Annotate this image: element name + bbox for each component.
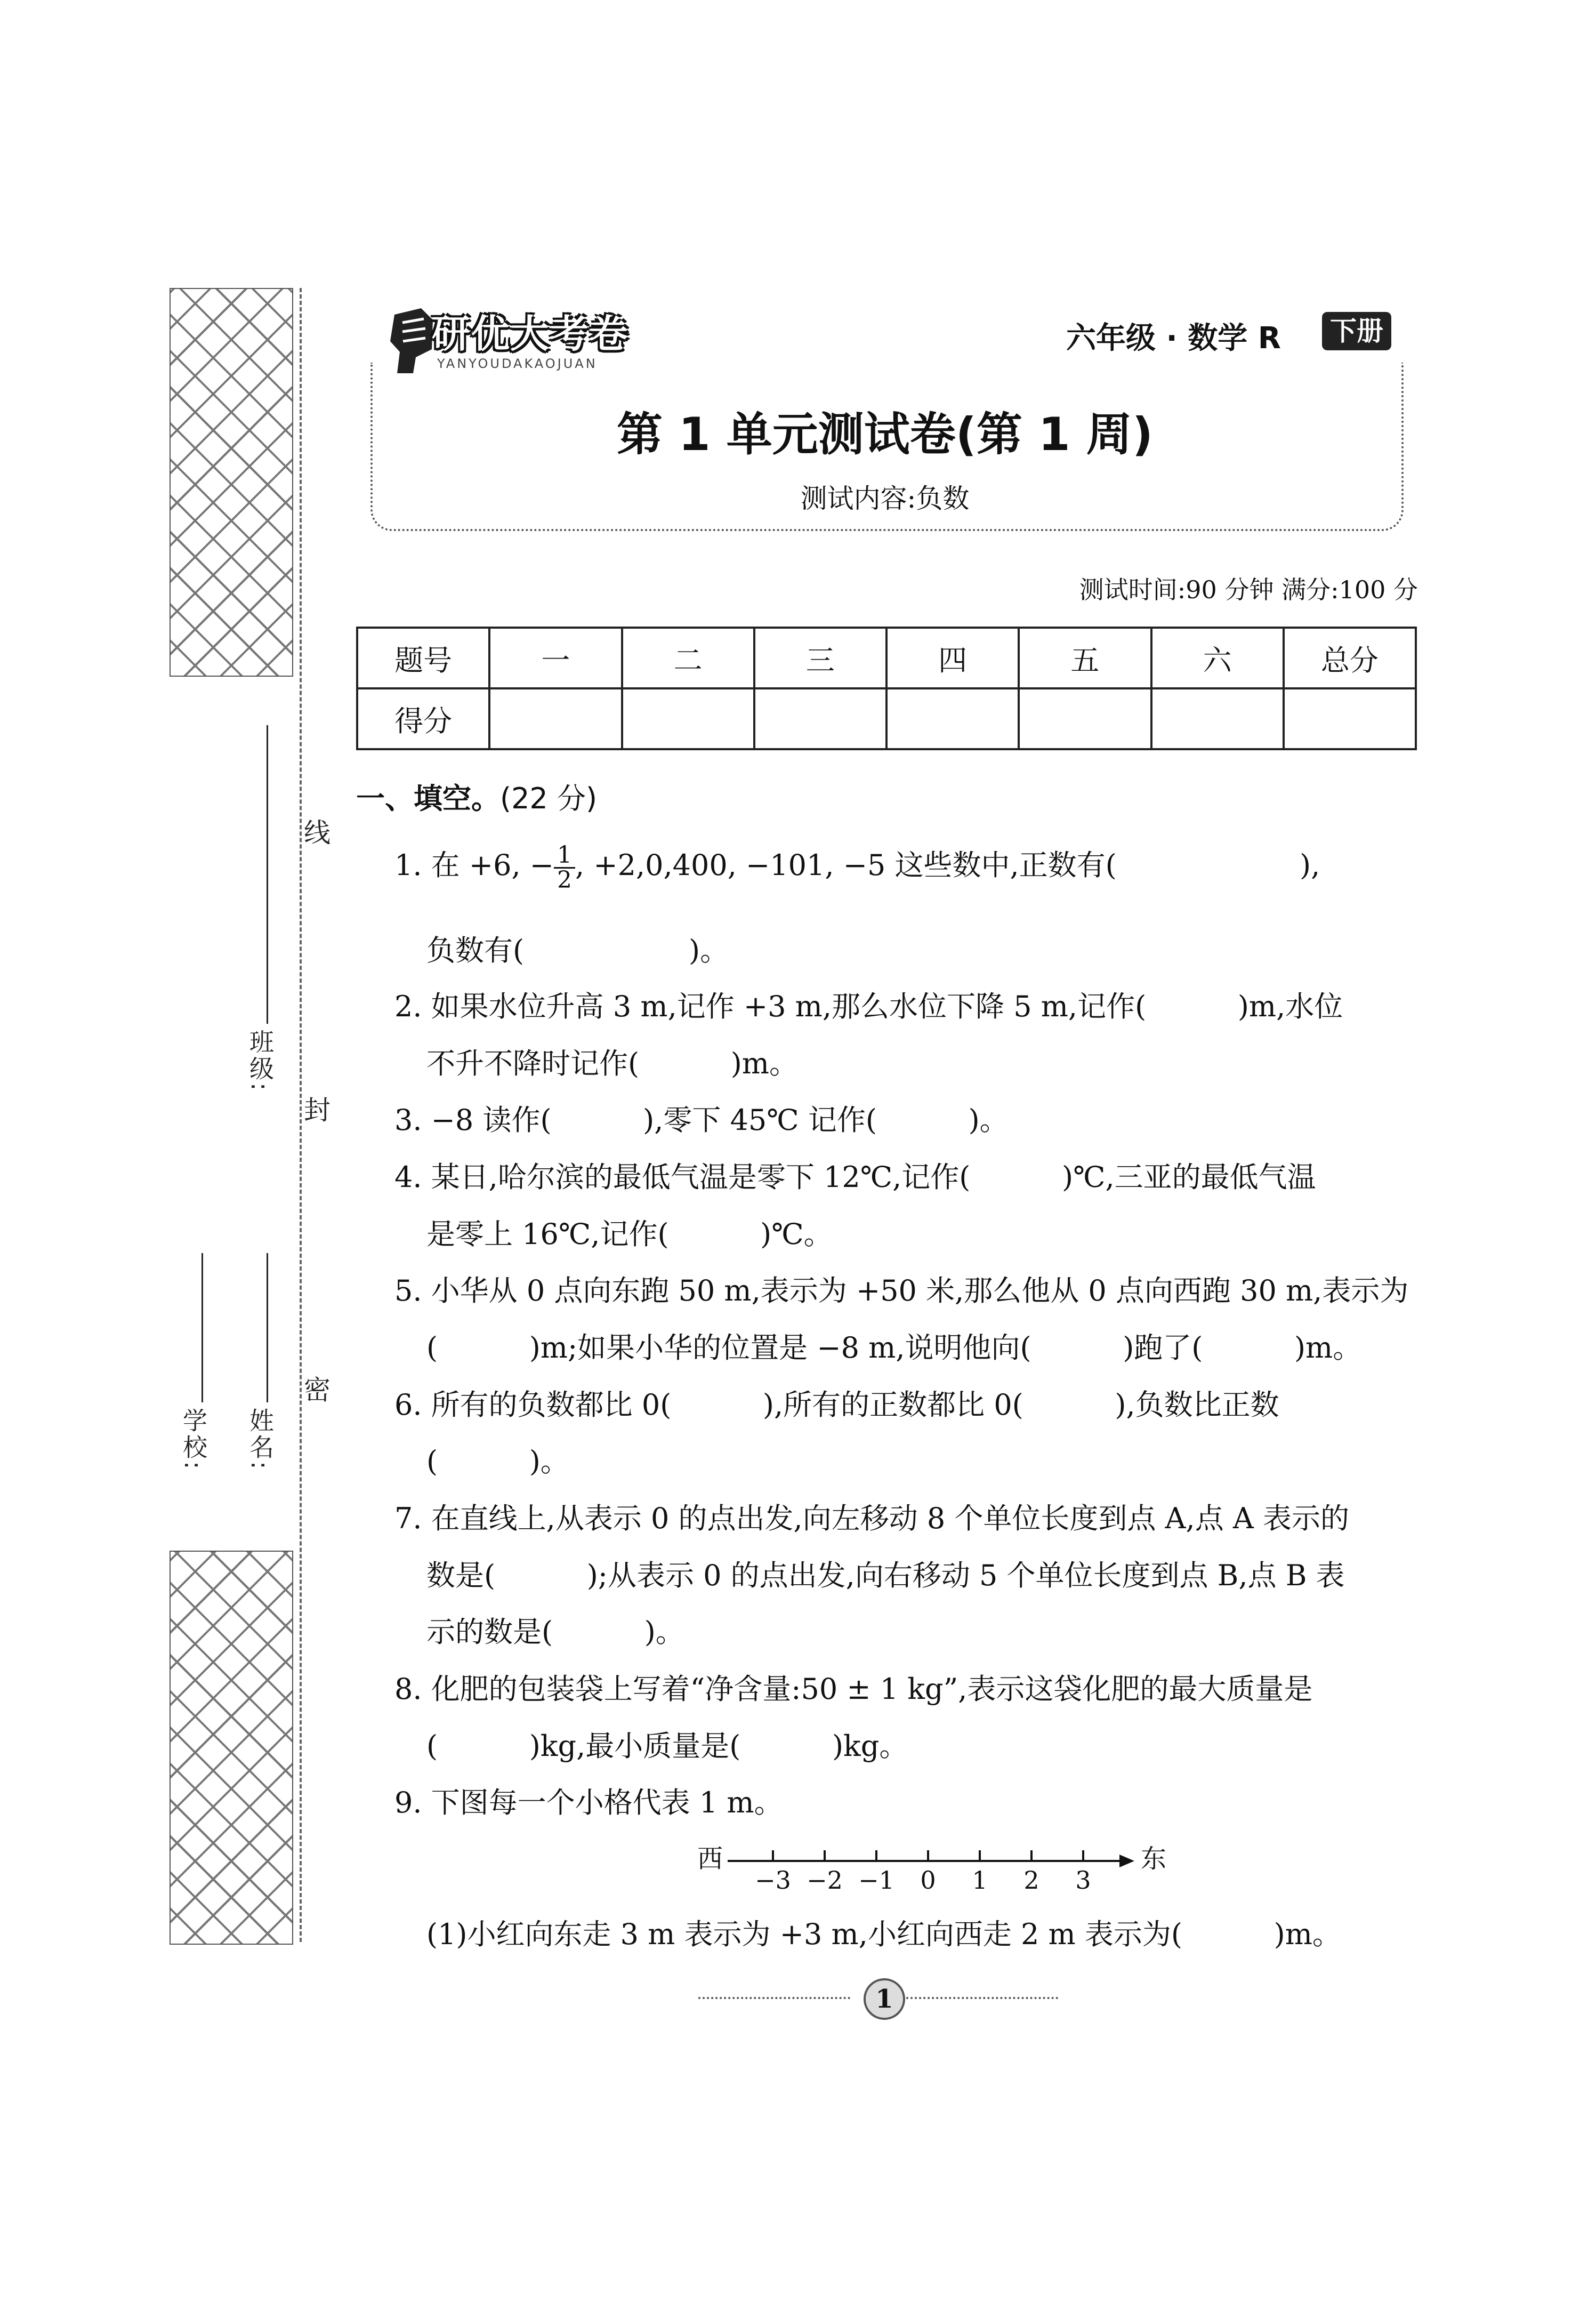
number-line-diagram [693,1834,1173,1904]
arrow-right-icon [1119,1855,1134,1867]
logo-text: 研优大考卷 [432,311,630,356]
score-table-header-row [357,628,1416,688]
score-cell[interactable] [754,688,886,749]
score-cell[interactable] [622,688,754,749]
footer-dots-left [698,1997,850,1999]
score-cell[interactable] [1284,688,1416,749]
east-label: 东 [1141,1844,1167,1874]
question-8-line-1: 8. 化肥的包装袋上写着“净含量:50 ± 1 kg”,表示这袋化肥的最大质量是 [394,1672,1313,1706]
section-heading [356,776,597,817]
tick-label: 2 [1023,1866,1039,1895]
tick-label: 3 [1075,1866,1091,1895]
question-2-line-2: 不升不降时记作( )m。 [426,1047,798,1080]
seal-feng: 封 [300,1096,331,1122]
score-cell[interactable] [1019,688,1151,749]
score-cell[interactable] [1151,688,1284,749]
section-points: (22 分) [500,782,598,815]
q1-text-a: 1. 在 +6, − [394,848,554,882]
question-1-line-1 [394,842,1320,892]
tick-label: −1 [858,1866,894,1895]
class-label: 班级: [246,1029,275,1093]
tick-label: 1 [972,1866,988,1895]
question-4-line-2: 是零上 16℃,记作( )℃。 [426,1217,833,1251]
page-title: 第 1 单元测试卷(第 1 周) [616,408,1154,461]
fraction-denominator: 2 [557,866,573,894]
score-table [356,627,1417,750]
name-label: 姓名: [246,1408,275,1472]
question-4-line-1: 4. 某日,哈尔滨的最低气温是零下 12℃,记作( )℃,三亚的最低气温 [394,1160,1316,1194]
table-header-cell: 二 [622,628,754,688]
question-3: 3. −8 读作( ),零下 45℃ 记作( )。 [394,1103,1009,1137]
question-1-line-2: 负数有( )。 [426,934,729,967]
logo-pinyin: YANYOUDAKAOJUAN [437,356,598,371]
question-6-line-1: 6. 所有的负数都比 0( ),所有的正数都比 0( ),负数比正数 [394,1388,1279,1422]
class-input-line[interactable] [267,725,268,1024]
west-label: 西 [697,1844,723,1874]
score-cell[interactable] [886,688,1019,749]
tick-label: −2 [807,1866,843,1895]
table-header-cell: 总分 [1284,628,1416,688]
grade-subject-label: 六年级 · 数学 R [1066,321,1281,356]
question-9-sub-1: (1)小红向东走 3 m 表示为 +3 m,小红向西走 2 m 表示为( )m。 [426,1917,1341,1951]
q1-text-b: , +2,0,400, −101, −5 这些数中,正数有( ), [575,848,1320,882]
decorative-hatch-bottom [170,1551,293,1945]
question-7-line-1: 7. 在直线上,从表示 0 的点出发,向左移动 8 个单位长度到点 A,点 A 表示的 [394,1502,1350,1535]
question-8-line-2: ( )kg,最小质量是( )kg。 [426,1729,908,1763]
school-input-line[interactable] [201,1253,203,1402]
question-7-line-3: 示的数是( )。 [426,1615,684,1649]
tick-label: −3 [755,1866,791,1895]
school-label: 学校: [179,1408,208,1472]
decorative-hatch-top [170,288,293,677]
fraction-half [554,841,575,894]
table-header-cell: 六 [1151,628,1284,688]
question-6-line-2: ( )。 [426,1445,569,1478]
seal-mi: 密 [300,1376,331,1402]
footer-dots-right [906,1997,1058,1999]
score-cell[interactable] [489,688,622,749]
name-input-line[interactable] [267,1253,268,1402]
question-5-line-2: ( )m;如果小华的位置是 −8 m,说明他向( )跑了( )m。 [426,1331,1362,1365]
page-number: 1 [864,1978,905,2020]
score-row-label: 得分 [357,688,489,749]
score-table-score-row [357,688,1416,749]
question-9: 9. 下图每一个小格代表 1 m。 [394,1786,783,1819]
test-info: 测试时间:90 分钟 满分:100 分 [1079,575,1418,604]
question-5-line-1: 5. 小华从 0 点向东跑 50 m,表示为 +50 米,那么他从 0 点向西跑 30 m,表示为 [394,1274,1409,1307]
tick-group [755,1850,1091,1895]
table-header-cell: 三 [754,628,886,688]
question-2-line-1: 2. 如果水位升高 3 m,记作 +3 m,那么水位下降 5 m,记作( )m,水位 [394,990,1343,1023]
page-subtitle: 测试内容:负数 [800,483,970,514]
table-header-cell: 题号 [357,628,489,688]
volume-badge: 下册 [1322,312,1391,350]
table-header-cell: 四 [886,628,1019,688]
seal-xian: 线 [300,819,331,845]
table-header-cell: 五 [1019,628,1151,688]
fraction-numerator: 1 [554,844,575,869]
section-title: 一、填空。 [356,782,500,815]
question-7-line-2: 数是( );从表示 0 的点出发,向右移动 5 个单位长度到点 B,点 B 表 [426,1559,1345,1592]
table-header-cell: 一 [489,628,622,688]
tick-label: 0 [920,1866,936,1895]
